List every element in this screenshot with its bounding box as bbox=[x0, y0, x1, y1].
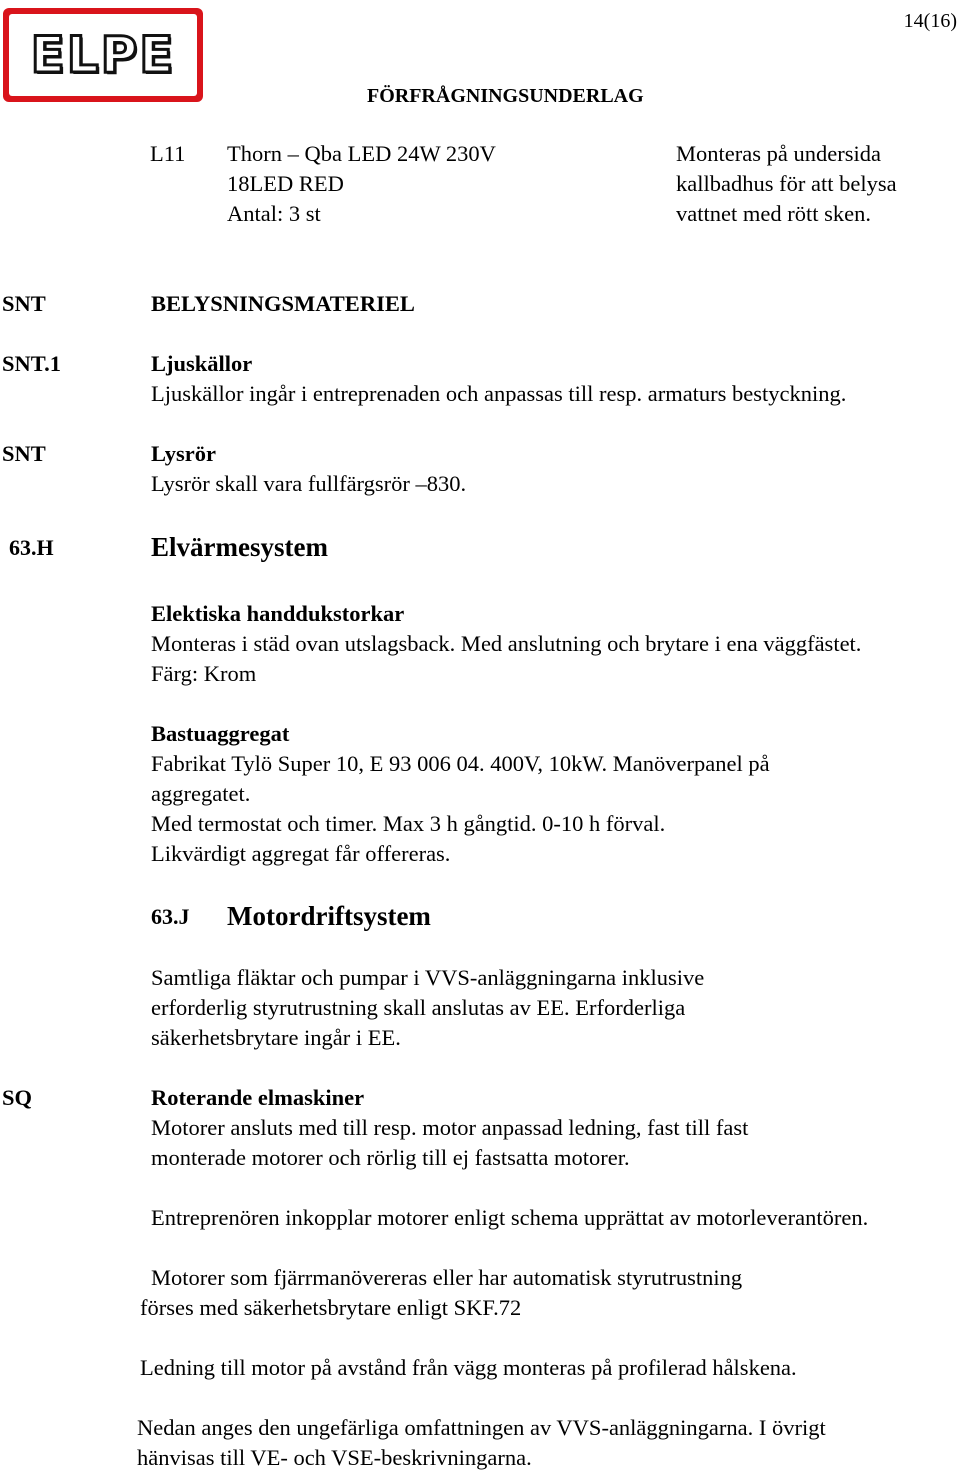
paragraph-vvs: hänvisas till VE- och VSE-beskrivningarna. bbox=[137, 1445, 532, 1470]
sauna-line: Likvärdigt aggregat får offereras. bbox=[151, 841, 451, 866]
dryers-line: Monteras i städ ovan utslagsback. Med anslutning och brytare i ena väggfästet. bbox=[151, 631, 862, 656]
l11-product-line: Antal: 3 st bbox=[227, 201, 321, 226]
page-number: 14(16) bbox=[903, 10, 957, 32]
l11-product-line: Thorn – Qba LED 24W 230V bbox=[227, 141, 496, 166]
snt-code: SNT bbox=[2, 291, 46, 316]
snt2-heading: Lysrör bbox=[151, 441, 216, 466]
l11-note-line: kallbadhus för att belysa bbox=[676, 171, 897, 196]
l11-code: L11 bbox=[150, 141, 186, 166]
sq-code: SQ bbox=[2, 1085, 33, 1110]
snt2-text: Lysrör skall vara fullfärgsrör –830. bbox=[151, 471, 467, 496]
l11-note-line: vattnet med rött sken. bbox=[676, 201, 871, 226]
dryers-line: Färg: Krom bbox=[151, 661, 257, 686]
sauna-line: aggregatet. bbox=[151, 781, 251, 806]
h63j-code: 63.J bbox=[151, 904, 190, 929]
snt1-heading: Ljuskällor bbox=[151, 351, 253, 376]
l11-product-line: 18LED RED bbox=[227, 171, 344, 196]
sauna-line: Fabrikat Tylö Super 10, E 93 006 04. 400V, 10kW. Manöverpanel på bbox=[151, 751, 770, 776]
paragraph-cable-rail: Ledning till motor på avstånd från vägg monteras på profilerad hålskena. bbox=[140, 1355, 797, 1380]
h63j-line: erforderlig styrutrustning skall anslutas av EE. Erforderliga bbox=[151, 995, 686, 1020]
sq-line: monterade motorer och rörlig till ej fastsatta motorer. bbox=[151, 1145, 630, 1170]
logo-text: ELPE bbox=[30, 26, 176, 84]
snt-heading: BELYSNINGSMATERIEL bbox=[151, 291, 415, 316]
paragraph-contractor: Entreprenören inkopplar motorer enligt schema upprättat av motorleverantören. bbox=[151, 1205, 869, 1230]
snt2-code: SNT bbox=[2, 441, 46, 466]
sauna-line: Med termostat och timer. Max 3 h gångtid. 0-10 h förval. bbox=[151, 811, 666, 836]
elpe-logo bbox=[3, 8, 203, 102]
paragraph-vvs: Nedan anges den ungefärliga omfattningen av VVS-anläggningarna. I övrigt bbox=[137, 1415, 826, 1440]
snt1-code: SNT.1 bbox=[2, 351, 61, 376]
paragraph-remote-motors: förses med säkerhetsbrytare enligt SKF.72 bbox=[140, 1295, 522, 1320]
h63h-code: 63.H bbox=[9, 535, 54, 560]
paragraph-remote-motors: Motorer som fjärrmanövereras eller har automatisk styrutrustning bbox=[151, 1265, 743, 1290]
sauna-heading: Bastuaggregat bbox=[151, 721, 290, 746]
sq-line: Motorer ansluts med till resp. motor anpassad ledning, fast till fast bbox=[151, 1115, 749, 1140]
snt1-text: Ljuskällor ingår i entreprenaden och anpassas till resp. armaturs bestyckning. bbox=[151, 381, 847, 406]
dryers-heading: Elektiska handdukstorkar bbox=[151, 601, 405, 626]
h63j-line: säkerhetsbrytare ingår i EE. bbox=[151, 1025, 401, 1050]
h63j-line: Samtliga fläktar och pumpar i VVS-anläggningarna inklusive bbox=[151, 965, 705, 990]
h63j-heading: Motordriftsystem bbox=[227, 901, 431, 931]
doc-title: FÖRFRÅGNINGSUNDERLAG bbox=[367, 85, 644, 107]
h63h-heading: Elvärmesystem bbox=[151, 532, 328, 562]
sq-heading: Roterande elmaskiner bbox=[151, 1085, 365, 1110]
l11-note-line: Monteras på undersida bbox=[676, 141, 881, 166]
